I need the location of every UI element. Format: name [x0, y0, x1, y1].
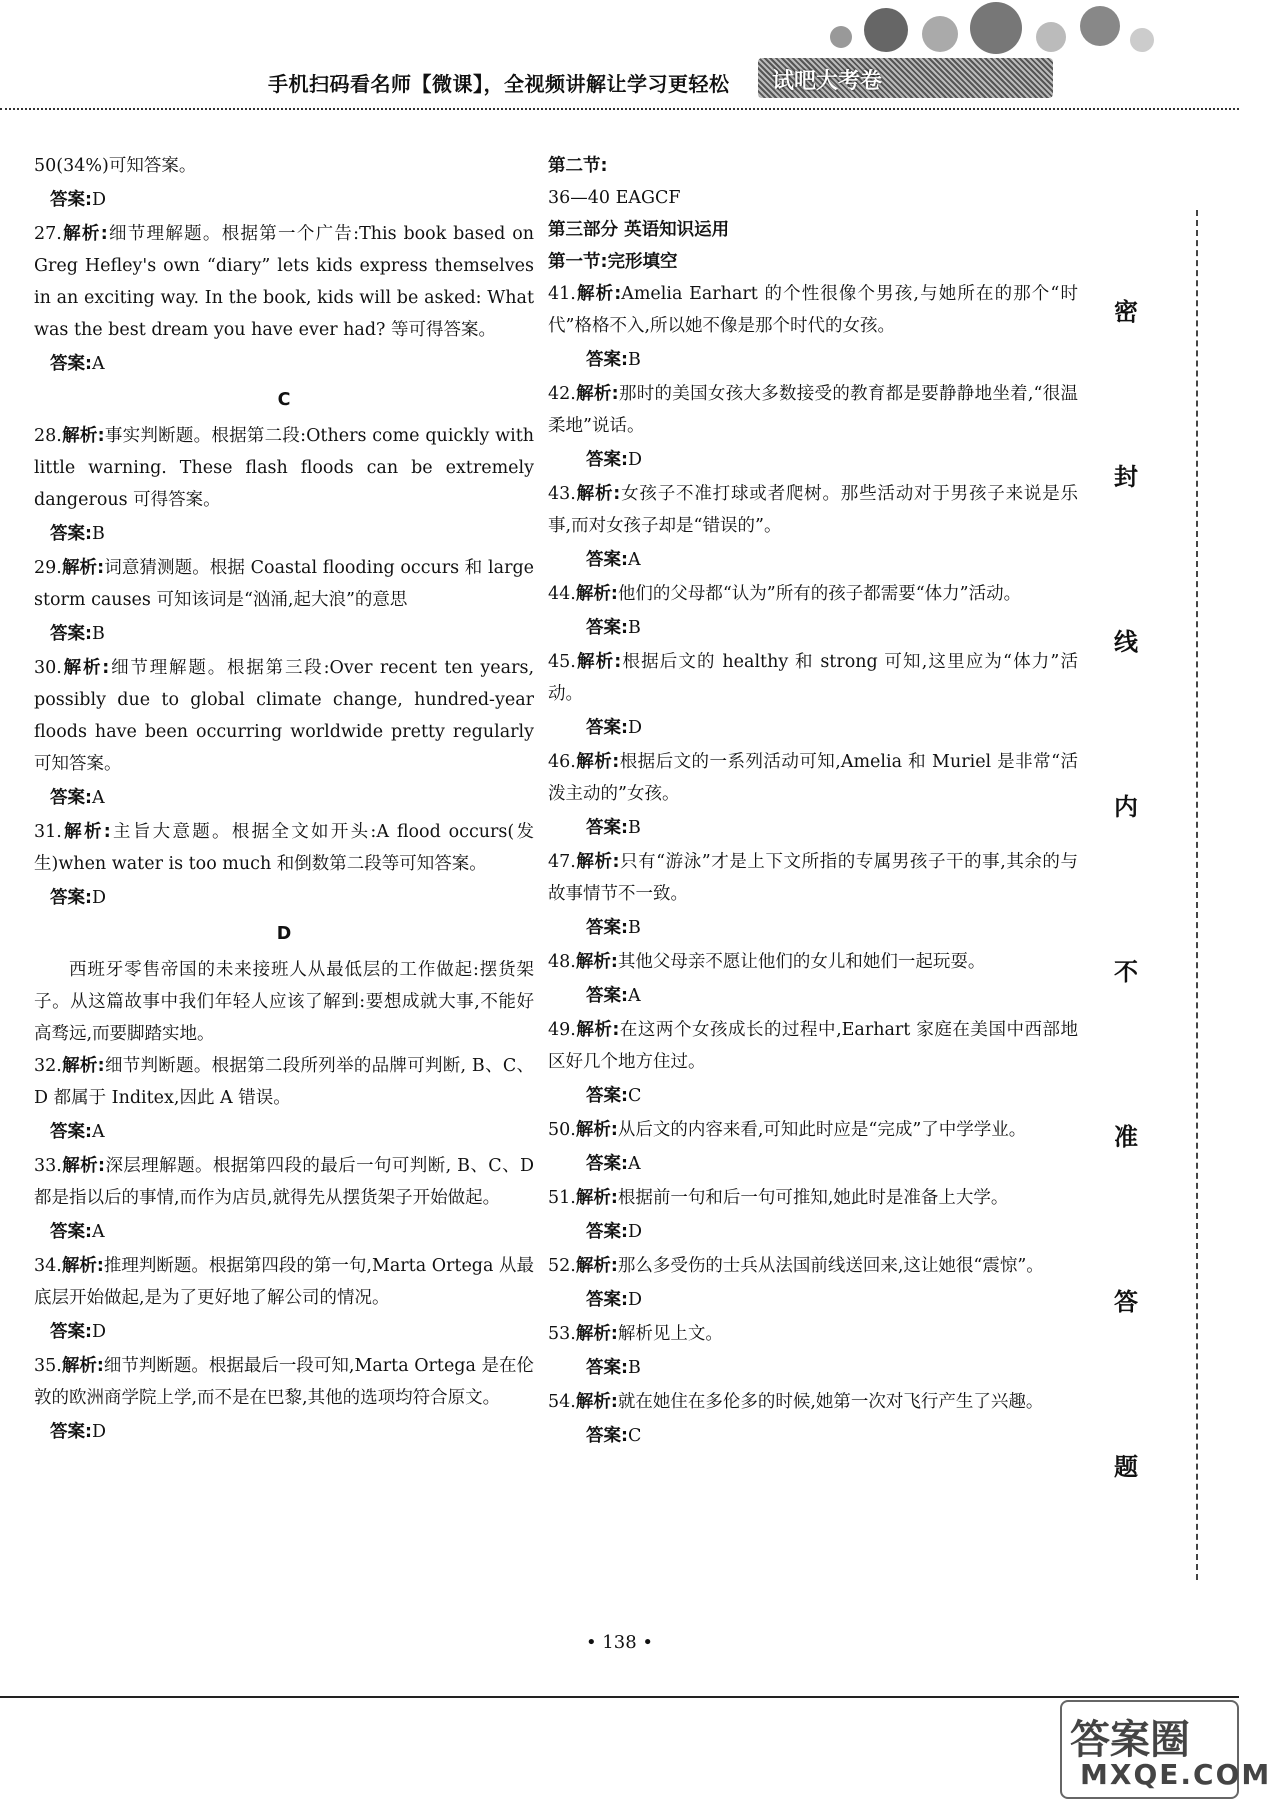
answer-label: 答案: [586, 1154, 628, 1174]
answer-value: D [92, 888, 107, 908]
answer-label: 答案: [50, 888, 92, 908]
answer-value: A [628, 1154, 641, 1174]
answer-line [34, 782, 534, 814]
explanation-text: 那么多受伤的士兵从法国前线送回来,这让她很“震惊”。 [617, 1256, 1044, 1276]
answer-line [548, 612, 1078, 644]
watermark-top: 答案圈 [1070, 1717, 1190, 1763]
explanation-text: Amelia Earhart 的个性很像个男孩,与她所在的那个“时代”格格不入,所以她不像是那个时代的女孩。 [548, 284, 1078, 336]
answer-value: B [628, 818, 641, 838]
answer-label: 答案: [586, 550, 628, 570]
explanation-label: 解析: [61, 1356, 104, 1376]
section-heading: 第三部分 英语知识运用 [548, 220, 730, 240]
explanation-label: 解析: [61, 558, 105, 578]
answer-value: A [92, 1222, 105, 1242]
answer-label: 答案: [586, 1222, 628, 1242]
answer-value: D [628, 450, 643, 470]
answer-label: 答案: [586, 918, 628, 938]
answer-line [34, 518, 534, 550]
explanation-text: 根据前一句和后一句可推知,她此时是准备上大学。 [617, 1188, 1009, 1208]
question-number: 33. [34, 1156, 62, 1176]
answer-line [548, 344, 1078, 376]
answer-label: 答案: [586, 986, 628, 1006]
section-heading: 第一节:完形填空 [548, 252, 678, 272]
answer-value: D [628, 1290, 643, 1310]
answer-value: C [628, 1426, 642, 1446]
question-explanation [548, 278, 1078, 342]
question-number: 54. [548, 1392, 576, 1412]
answer-label: 答案: [50, 190, 92, 210]
explanation-text: 从后文的内容来看,可知此时应是“完成”了中学学业。 [617, 1120, 1027, 1140]
answer-value: B [628, 350, 641, 370]
explanation-text: 他们的父母都“认为”所有的孩子都需要“体力”活动。 [617, 584, 1022, 604]
question-number: 41. [548, 284, 576, 304]
explanation-text: 解析见上文。 [617, 1324, 723, 1344]
binding-char: 线 [1114, 628, 1138, 656]
answer-label: 答案: [586, 818, 628, 838]
explanation-label: 解析: [575, 1188, 618, 1208]
binding-char: 封 [1114, 463, 1138, 491]
answer-label: 答案: [50, 1222, 92, 1242]
answer-line [548, 712, 1078, 744]
question-number: 29. [34, 558, 62, 578]
answer-line [548, 1284, 1078, 1316]
footer-divider [0, 1696, 1239, 1698]
answer-value: B [628, 918, 641, 938]
question-explanation [548, 946, 1078, 978]
answer-line [548, 980, 1078, 1012]
question-explanation [34, 1050, 534, 1114]
header-divider [0, 108, 1239, 110]
explanation-label: 解析: [575, 1120, 618, 1140]
question-explanation [548, 846, 1078, 910]
question-explanation [548, 1386, 1078, 1418]
question-number: 32. [34, 1056, 62, 1076]
answer-label: 答案: [586, 1290, 628, 1310]
explanation-text: 根据后文的 healthy 和 strong 可知,这里应为“体力”活动。 [548, 652, 1078, 704]
explanation-label: 解析: [575, 1256, 618, 1276]
answer-value: D [92, 1422, 107, 1442]
explanation-label: 解析: [575, 484, 621, 504]
answer-value: A [628, 986, 641, 1006]
watermark-logo [1060, 1700, 1271, 1799]
answer-label: 答案: [50, 524, 92, 544]
question-explanation [548, 378, 1078, 442]
binding-char: 答 [1114, 1288, 1138, 1316]
question-explanation [548, 1014, 1078, 1078]
explanation-label: 解析: [575, 752, 620, 772]
watermark-bottom: MXQE.COM [1080, 1758, 1271, 1791]
question-number: 53. [548, 1324, 576, 1344]
question-number: 30. [34, 658, 62, 678]
page-header [0, 0, 1239, 110]
binding-char: 内 [1114, 793, 1138, 821]
question-explanation [34, 816, 534, 880]
answer-line [548, 1352, 1078, 1384]
question-explanation [34, 218, 534, 346]
explanation-label: 解析: [575, 1392, 618, 1412]
explanation-text: 细节判断题。根据第二段所列举的品牌可判断, B、C、D 都属于 Inditex,因此 A 错误。 [34, 1056, 535, 1108]
explanation-label: 解析: [61, 822, 111, 842]
question-explanation [34, 420, 534, 516]
explanation-text: 推理判断题。根据第四段的第一句,Marta Ortega 从最底层开始做起,是为了更好地了解公司的情况。 [34, 1256, 535, 1308]
question-explanation [34, 1250, 534, 1314]
answer-value: B [92, 624, 105, 644]
answer-value: D [92, 1322, 107, 1342]
explanation-text: 就在她住在多伦多的时候,她第一次对飞行产生了兴趣。 [617, 1392, 1044, 1412]
answer-label: 答案: [586, 1426, 628, 1446]
answer-line [548, 1080, 1078, 1112]
answer-label: 答案: [586, 718, 628, 738]
question-number: 28. [34, 426, 62, 446]
right-column [548, 150, 1078, 1454]
answer-value: B [628, 618, 641, 638]
explanation-text: 细节理解题。根据第一个广告:This book based on Greg Hefley's own “diary” lets kids express themselves in an exciting way. In the book, kids will be asked: What was the best dream you have ever had? 等可得答案。 [34, 224, 535, 340]
question-explanation [548, 578, 1078, 610]
answer-value: B [628, 1358, 641, 1378]
explanation-label: 解析: [575, 952, 618, 972]
answer-line [548, 912, 1078, 944]
explanation-text: 那时的美国女孩大多数接受的教育都是要静静地坐着,“很温柔地”说话。 [548, 384, 1078, 436]
question-number: 27. [34, 224, 62, 244]
answer-label: 答案: [586, 450, 628, 470]
question-explanation [548, 1182, 1078, 1214]
question-number: 49. [548, 1020, 576, 1040]
question-explanation [34, 652, 534, 780]
explanation-label: 解析: [61, 1056, 105, 1076]
answer-value: D [628, 1222, 643, 1242]
answer-line [34, 618, 534, 650]
answer-label: 答案: [586, 1358, 628, 1378]
answer-line [548, 1420, 1078, 1452]
explanation-label: 解析: [61, 224, 108, 244]
header-badge [758, 58, 1053, 98]
left-column [34, 150, 534, 1450]
answer-label: 答案: [586, 618, 628, 638]
question-explanation [548, 1114, 1078, 1146]
binding-char: 不 [1114, 958, 1138, 986]
answer-line [548, 812, 1078, 844]
answer-value: D [628, 718, 643, 738]
answer-line [34, 1216, 534, 1248]
answer-value: A [628, 550, 641, 570]
explanation-label: 解析: [61, 426, 105, 446]
answer-label: 答案: [50, 1422, 92, 1442]
answer-label: 答案: [586, 1086, 628, 1106]
answer-line [34, 184, 534, 216]
question-number: 42. [548, 384, 576, 404]
question-explanation [548, 1250, 1078, 1282]
passage-summary: 西班牙零售帝国的未来接班人从最低层的工作做起:摆货架子。从这篇故事中我们年轻人应该了解到:要想成就大事,不能好高骛远,而要脚踏实地。 [34, 960, 534, 1044]
question-number: 34. [34, 1256, 62, 1276]
explanation-text: 事实判断题。根据第二段:Others come quickly with little warning. These flash floods can be extremely dangerous 可得答案。 [34, 426, 534, 510]
answer-line [34, 1316, 534, 1348]
answer-line [34, 348, 534, 380]
explanation-label: 解析: [61, 658, 110, 678]
answer-label: 答案: [50, 354, 92, 374]
binding-line [1196, 210, 1198, 1580]
explanation-text: 在这两个女孩成长的过程中,Earhart 家庭在美国中西部地区好几个地方住过。 [548, 1020, 1078, 1072]
explanation-label: 解析: [575, 1324, 618, 1344]
binding-char: 密 [1114, 298, 1138, 326]
question-explanation [548, 746, 1078, 810]
section-letter: C [277, 390, 291, 410]
binding-char: 准 [1114, 1123, 1138, 1151]
question-number: 35. [34, 1356, 62, 1376]
section-letter: D [276, 924, 292, 944]
answer-label: 答案: [50, 1122, 92, 1142]
explanation-text: 其他父母亲不愿让他们的女儿和她们一起玩耍。 [617, 952, 986, 972]
question-number: 51. [548, 1188, 576, 1208]
answer-label: 答案: [50, 788, 92, 808]
question-number: 52. [548, 1256, 576, 1276]
explanation-text: 女孩子不准打球或者爬树。那些活动对于男孩子来说是乐事,而对女孩子却是“错误的”。 [548, 484, 1079, 536]
question-number: 43. [548, 484, 576, 504]
explanation-text: 细节判断题。根据最后一段可知,Marta Ortega 是在伦敦的欧洲商学院上学,而不是在巴黎,其他的选项均符合原文。 [34, 1356, 535, 1408]
answer-line [548, 1216, 1078, 1248]
question-number: 47. [548, 852, 576, 872]
answer-label: 答案: [50, 624, 92, 644]
question-number: 50. [548, 1120, 576, 1140]
decorative-dots [830, 2, 1190, 62]
question-explanation [34, 1150, 534, 1214]
question-explanation [548, 1318, 1078, 1350]
binding-char: 题 [1114, 1453, 1138, 1481]
explanation-text: 词意猜测题。根据 Coastal flooding occurs 和 large storm causes 可知该词是“汹涌,起大浪”的意思 [34, 558, 535, 610]
answer-value: D [92, 190, 107, 210]
explanation-text: 细节理解题。根据第三段:Over recent ten years, possibly due to global climate change, hundred-year floods have been occurring worldwide pretty regularly 可知答案。 [34, 658, 535, 774]
explanation-text: 深层理解题。根据第四段的最后一句可判断, B、C、D 都是指以后的事情,而作为店员,就得先从摆货架子开始做起。 [34, 1156, 535, 1208]
section-heading: 第二节: [548, 156, 608, 176]
answer-value: B [92, 524, 105, 544]
question-explanation [548, 646, 1078, 710]
page-number: • 138 • [585, 1632, 654, 1653]
explanation-text: 根据后文的一系列活动可知,Amelia 和 Muriel 是非常“活泼主动的”女孩。 [548, 752, 1078, 804]
continued-text: 50(34%)可知答案。 [34, 156, 197, 176]
explanation-label: 解析: [575, 284, 622, 304]
explanation-label: 解析: [61, 1256, 104, 1276]
question-explanation [548, 478, 1078, 542]
answer-value: A [92, 1122, 105, 1142]
explanation-label: 解析: [575, 384, 619, 404]
question-explanation [34, 552, 534, 616]
question-number: 46. [548, 752, 576, 772]
answer-key-line: 36—40 EAGCF [548, 188, 681, 208]
explanation-label: 解析: [575, 584, 618, 604]
answer-label: 答案: [586, 350, 628, 370]
question-explanation [34, 1350, 534, 1414]
question-number: 44. [548, 584, 576, 604]
explanation-label: 解析: [575, 652, 622, 672]
explanation-label: 解析: [61, 1156, 106, 1176]
answer-value: A [92, 788, 105, 808]
question-number: 48. [548, 952, 576, 972]
answer-line [34, 1416, 534, 1448]
explanation-text: 只有“游泳”才是上下文所指的专属男孩子干的事,其余的与故事情节不一致。 [548, 852, 1078, 904]
answer-label: 答案: [50, 1322, 92, 1342]
answer-line [34, 882, 534, 914]
answer-line [34, 1116, 534, 1148]
explanation-text: 主旨大意题。根据全文如开头:A flood occurs(发生)when water is too much 和倒数第二段等可知答案。 [34, 822, 535, 874]
question-number: 31. [34, 822, 62, 842]
header-badge-text: 试吧大考卷 [772, 69, 883, 94]
answer-value: C [628, 1086, 642, 1106]
question-number: 45. [548, 652, 576, 672]
answer-value: A [92, 354, 105, 374]
explanation-label: 解析: [575, 1020, 620, 1040]
header-slogan: 手机扫码看名师【微课】，全视频讲解让学习更轻松 [268, 72, 730, 96]
explanation-label: 解析: [575, 852, 620, 872]
answer-line [548, 544, 1078, 576]
answer-line [548, 444, 1078, 476]
answer-line [548, 1148, 1078, 1180]
